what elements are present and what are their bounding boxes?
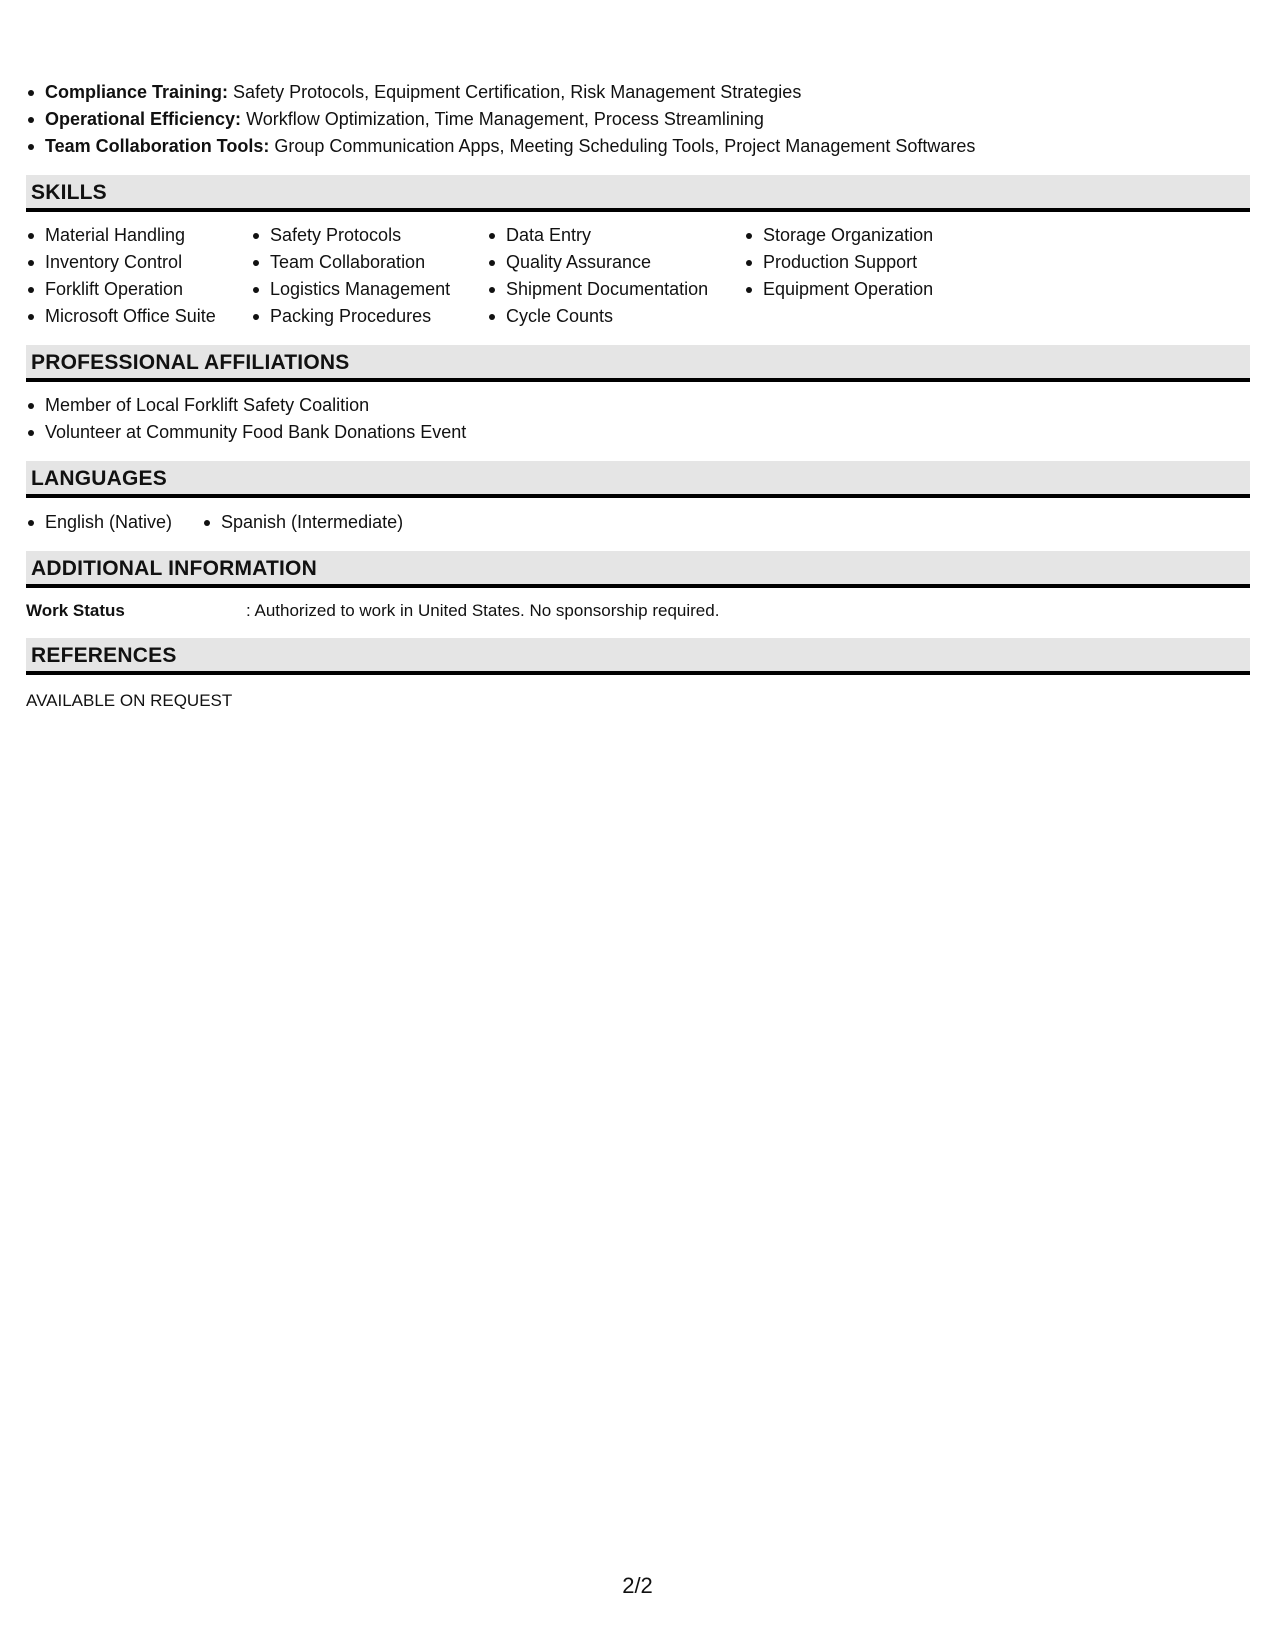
skill-item: Material Handling [26,222,216,249]
affiliations-section-header [26,345,1250,382]
skills-heading: SKILLS [31,181,107,204]
skill-item: Inventory Control [26,249,216,276]
affiliations-heading: PROFESSIONAL AFFILIATIONS [31,351,350,374]
language-item: Spanish (Intermediate) [202,509,403,536]
skills-grid [26,222,1250,332]
skills-section-header [26,175,1250,212]
competency-label: Operational Efficiency: [45,109,242,129]
skill-item: Shipment Documentation [487,276,708,303]
references-text: AVAILABLE ON REQUEST [26,691,233,710]
references-section-header [26,638,1250,675]
skill-item: Storage Organization [744,222,933,249]
skills-column [251,222,450,330]
additional-info-heading: ADDITIONAL INFORMATION [31,557,317,580]
skills-column [26,222,216,330]
language-item: English (Native) [26,509,172,536]
additional-info-section-header [26,551,1250,588]
references-heading: REFERENCES [31,644,177,667]
competency-item [26,106,1250,133]
competency-text: Safety Protocols, Equipment Certification, Risk Management Strategies [233,82,802,102]
work-status-label: Work Status [26,601,125,620]
competency-text: Workflow Optimization, Time Management, Process Streamlining [246,109,764,129]
skills-column [487,222,708,330]
competency-label: Team Collaboration Tools: [45,136,270,156]
skill-item: Safety Protocols [251,222,450,249]
affiliation-item: Volunteer at Community Food Bank Donations Event [26,419,466,446]
competency-item [26,133,1250,160]
skill-item: Logistics Management [251,276,450,303]
affiliations-list [26,392,466,446]
skill-item: Data Entry [487,222,708,249]
skill-item: Equipment Operation [744,276,933,303]
competency-text: Group Communication Apps, Meeting Scheduling Tools, Project Management Softwares [274,136,976,156]
skill-item: Microsoft Office Suite [26,303,216,330]
competency-item [26,79,1250,106]
affiliation-item: Member of Local Forklift Safety Coalition [26,392,466,419]
languages-section-header [26,461,1250,498]
skill-item: Forklift Operation [26,276,216,303]
skill-item: Packing Procedures [251,303,450,330]
work-status-value: : Authorized to work in United States. No sponsorship required. [246,601,720,620]
skill-item: Production Support [744,249,933,276]
competencies-list [26,79,1250,160]
skill-item: Quality Assurance [487,249,708,276]
skill-item: Cycle Counts [487,303,708,330]
skills-column [744,222,933,303]
competency-label: Compliance Training: [45,82,229,102]
skill-item: Team Collaboration [251,249,450,276]
languages-heading: LANGUAGES [31,467,167,490]
page-number: 2/2 [622,1573,653,1598]
